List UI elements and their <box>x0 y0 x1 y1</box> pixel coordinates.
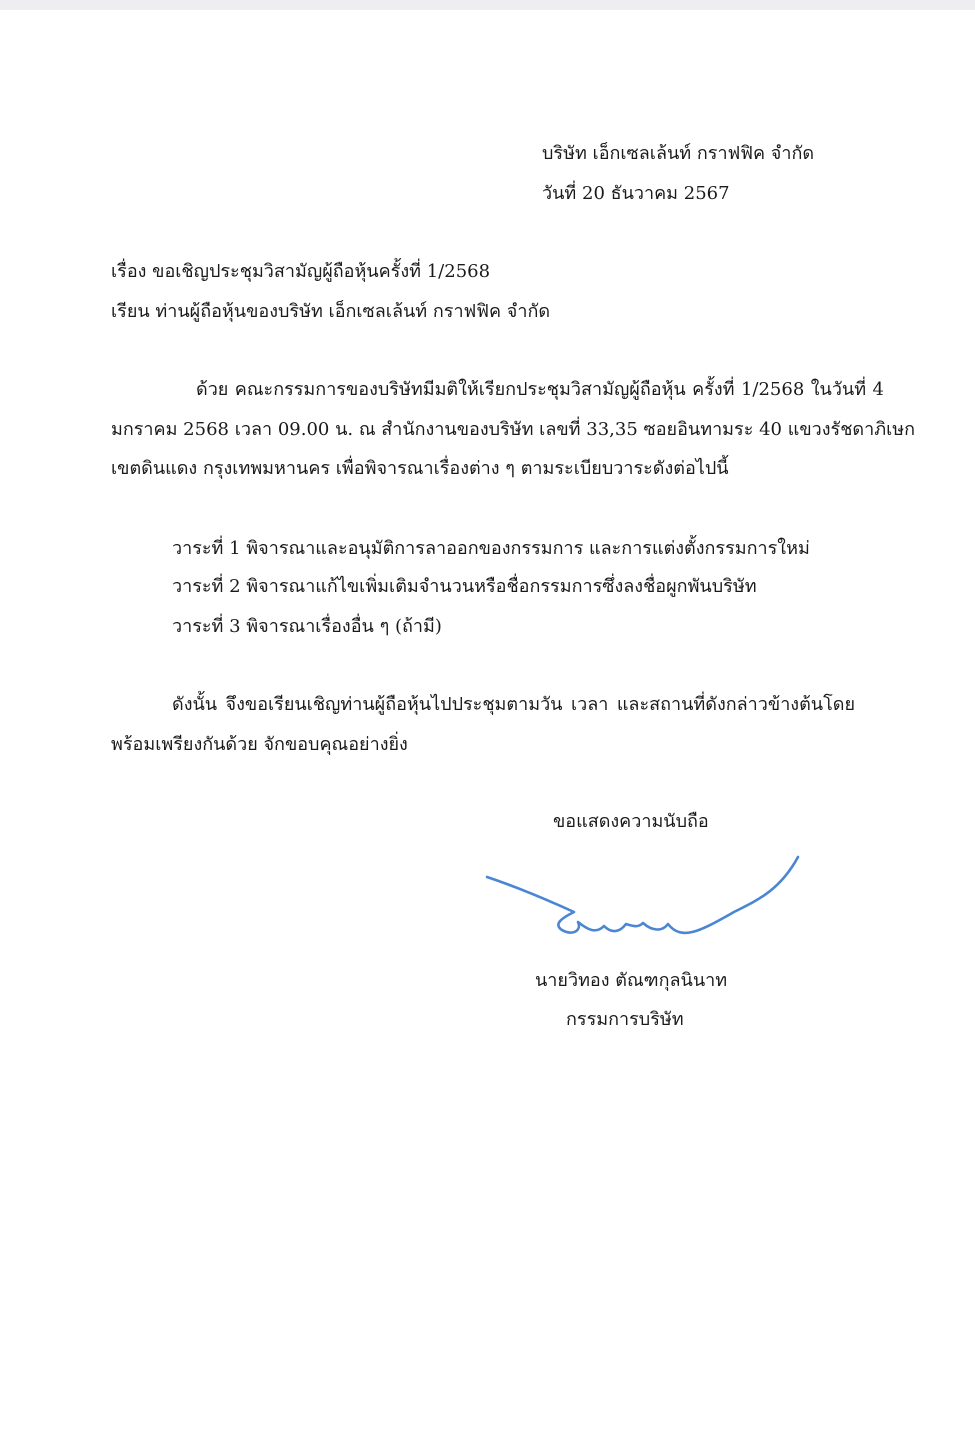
letter-date: วันที่ 20 ธันวาคม 2567 <box>542 183 730 204</box>
agenda-item-3: วาระที่ 3 พิจารณาเรื่องอื่น ๆ (ถ้ามี) <box>172 616 442 637</box>
signer-title: กรรมการบริษัท <box>566 1009 684 1030</box>
recipient-line: เรียน ท่านผู้ถือหุ้นของบริษัท เอ็กเซลเล้นท์ กราฟฟิค จำกัด <box>111 301 551 322</box>
signer-name: นายวิทอง ตัณฑกุลนินาท <box>535 970 728 991</box>
company-name: บริษัท เอ็กเซลเล้นท์ กราฟฟิค จำกัด <box>542 143 815 164</box>
intro-line-1: ด้วย คณะกรรมการของบริษัทมีมติให้เรียกประชุมวิสามัญผู้ถือหุ้น ครั้งที่ 1/2568 ในวันที่ 4 <box>196 379 884 400</box>
intro-line-3: เขตดินแดง กรุงเทพมหานคร เพื่อพิจารณาเรื่องต่าง ๆ ตามระเบียบวาระดังต่อไปนี้ <box>111 458 729 479</box>
letter-page <box>0 10 975 1451</box>
regards-line: ขอแสดงความนับถือ <box>553 811 709 832</box>
agenda-item-1: วาระที่ 1 พิจารณาและอนุมัติการลาออกของกรรมการ และการแต่งตั้งกรรมการใหม่ <box>172 538 810 559</box>
closing-line-1: ดังนั้น จึงขอเรียนเชิญท่านผู้ถือหุ้นไปประชุมตามวัน เวลา และสถานที่ดังกล่าวข้างต้นโดย <box>172 694 855 715</box>
closing-line-2: พร้อมเพรียงกันด้วย จักขอบคุณอย่างยิ่ง <box>111 734 408 755</box>
handwritten-signature <box>470 850 810 960</box>
viewer-top-bar <box>0 0 975 10</box>
agenda-item-2: วาระที่ 2 พิจารณาแก้ไขเพิ่มเติมจำนวนหรือชื่อกรรมการซึ่งลงชื่อผูกพันบริษัท <box>172 576 757 597</box>
intro-line-2: มกราคม 2568 เวลา 09.00 น. ณ สำนักงานของบริษัท เลขที่ 33,35 ซอยอินทามระ 40 แขวงรัชดาภิเษก <box>111 419 915 440</box>
subject-line: เรื่อง ขอเชิญประชุมวิสามัญผู้ถือหุ้นครั้งที่ 1/2568 <box>111 261 491 282</box>
signature-stroke <box>487 857 798 933</box>
